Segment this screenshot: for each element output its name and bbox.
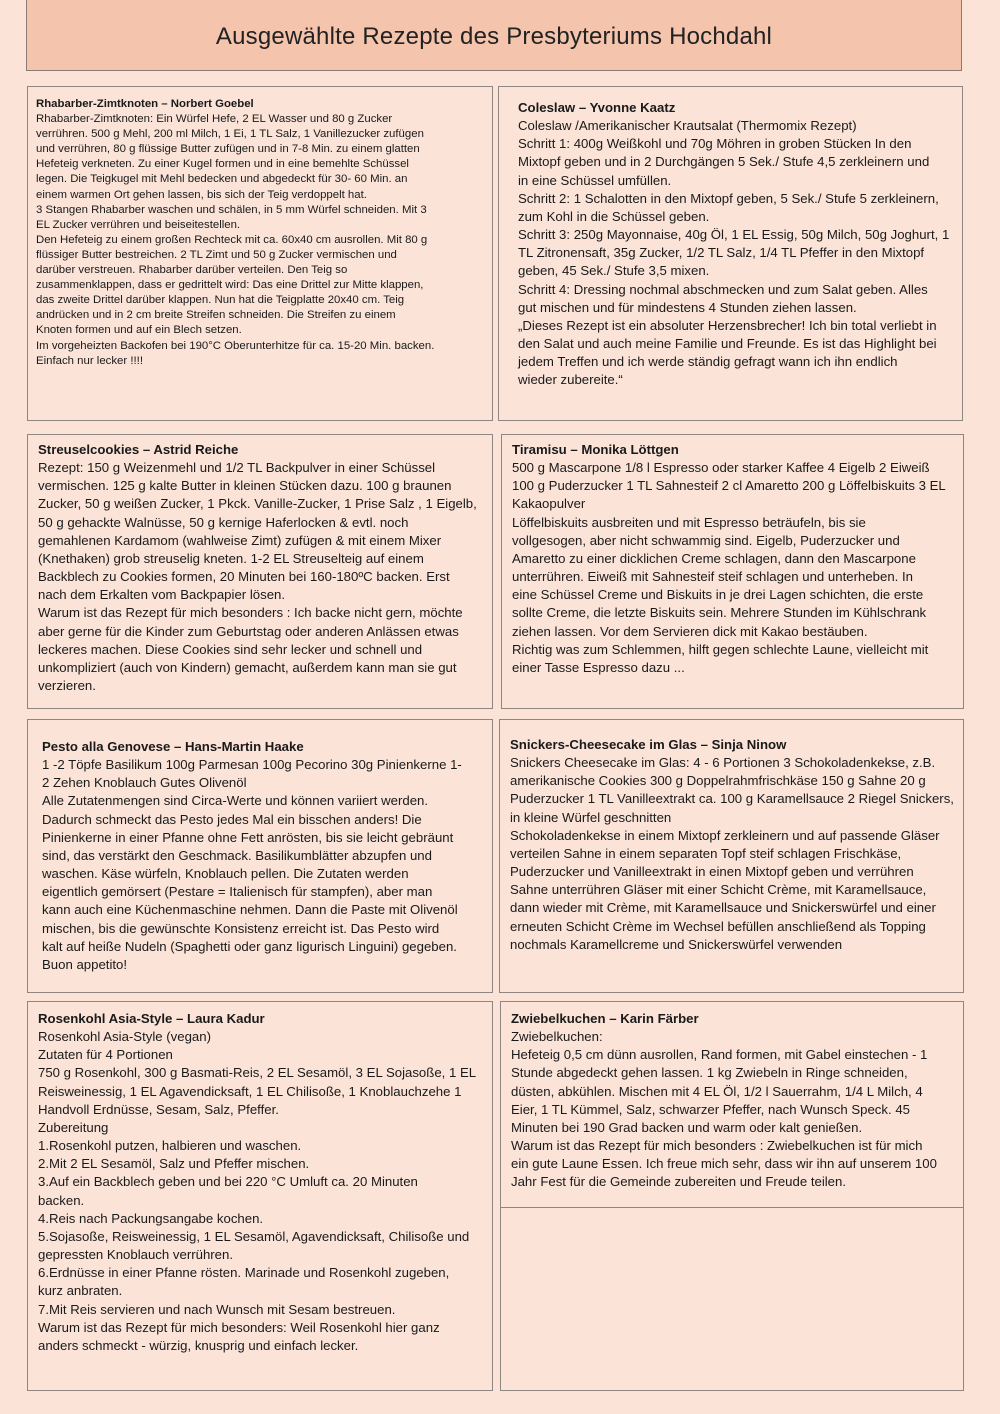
page-header xyxy=(26,0,962,71)
recipe-title: Tiramisu – Monika Löttgen xyxy=(512,442,679,457)
recipe-title: Coleslaw – Yvonne Kaatz xyxy=(518,100,676,115)
recipe-card-rosenkohl xyxy=(27,1001,493,1391)
recipe-text: Zwiebelkuchen: Hefeteig 0,5 cm dünn ausrollen, Rand formen, mit Gabel einstechen - 1 Stunde abgedeckt gehen lassen. 1 kg Zwiebeln in Ringe schneiden, düsten, abkühlen. Mischen mit 4 EL Öl, 1/2 l Sauerrahm, 1/4 L Milch, 4 Eier, 1 TL Kümmel, Salz, schwarzer Pfeffer, nach Wunsch Speck. 45 Minuten bei 190 Grad backen und warm oder kalt genießen. Warum ist das Rezept für mich besonders : Zwiebelkuchen ist für mich ein gute Laune Essen. Ich freue mich sehr, dass wir ihn auf unserem 100 Jahr Fest für die Gemeinde zubereiten und Freude teilen. xyxy=(511,1029,937,1190)
empty-card xyxy=(500,1207,964,1391)
recipe-card-coleslaw xyxy=(498,86,963,421)
recipe-text: Rezept: 150 g Weizenmehl und 1/2 TL Backpulver in einer Schüssel vermischen. 125 g kalte Butter in kleinen Stücken dazu. 100 g braunen Zucker, 50 g weißen Zucker, 1 Pkck. Vanille-Zucker, 1 Prise Salz , 1 Eigelb, 50 g gehackte Walnüsse, 50 g kernige Haferlocken & evtl. noch gemahlenen Kardamom (wahlweise Zimt) zufügen & mit einem Mixer (Knethaken) grob streuselig kneten. 1-2 EL Streuselteig auf einem Backblech zu Cookies formen, 20 Minuten bei 160-180ºC backen. Erst nach dem Erkalten vom Backpapier lösen. Warum ist das Rezept für mich besonders : Ich backe nicht gern, möchte aber gerne für die Kinder zum Geburtstag oder anderen Anlässen etwas leckeres machen. Diese Cookies sind sehr lecker und schnell und unkompliziert (auch von Kindern) gemacht, außerdem kann man sie gut verzieren. xyxy=(38,460,477,694)
recipe-text: Coleslaw /Amerikanischer Krautsalat (Thermomix Rezept) Schritt 1: 400g Weißkohl und 70g Möhren in groben Stücken In den Mixtopf geben und in 2 Durchgängen 5 Sek./ Stufe 4,5 zerkleinern und in eine Schüssel umfüllen. Schritt 2: 1 Schalotten in den Mixtopf geben, 5 Sek./ Stufe 5 zerkleinern, zum Kohl in die Schüssel geben. Schritt 3: 250g Mayonnaise, 40g Öl, 1 EL Essig, 50g Milch, 50g Joghurt, 1 TL Zitronensaft, 35g Zucker, 1/2 TL Salz, 1/4 TL Pfeffer in den Mixtopf geben, 45 Sek./ Stufe 3,5 mixen. Schritt 4: Dressing nochmal abschmecken und zum Salat geben. Alles gut mischen und für mindestens 4 Stunden ziehen lassen. „Dieses Rezept ist ein absoluter Herzensbrecher! Ich bin total verliebt in den Salat und auch meine Familie und Freunde. Es ist das Highlight bei jedem Treffen und ich werde ständig gefragt wann ich ihn endlich wieder zubereite.“ xyxy=(518,118,950,388)
recipe-title: Snickers-Cheesecake im Glas – Sinja Ninow xyxy=(510,737,787,752)
recipe-card-snickers-cheesecake xyxy=(499,719,964,993)
recipe-title: Rosenkohl Asia-Style – Laura Kadur xyxy=(38,1011,265,1026)
recipe-card-rhabarber xyxy=(27,86,493,421)
recipe-card-pesto xyxy=(27,719,493,993)
recipe-text: Rosenkohl Asia-Style (vegan) Zutaten für 4 Portionen 750 g Rosenkohl, 300 g Basmati-Reis, 2 EL Sesamöl, 3 EL Sojasoße, 1 EL Reisweinessig, 1 EL Agavendicksaft, 1 EL Chilisoße, 1 Knoblauchzehe 1 Handvoll Erdnüsse, Sesam, Salz, Pfeffer. Zubereitung 1.Rosenkohl putzen, halbieren und waschen. 2.Mit 2 EL Sesamöl, Salz und Pfeffer mischen. 3.Auf ein Backblech geben und bei 220 °C Umluft ca. 20 Minuten backen. 4.Reis nach Packungsangabe kochen. 5.Sojasoße, Reisweinessig, 1 EL Sesamöl, Agavendicksaft, Chilisoße und gepressten Knoblauch verrühren. 6.Erdnüsse in einer Pfanne rösten. Marinade und Rosenkohl zugeben, kurz anbraten. 7.Mit Reis servieren und nach Wunsch mit Sesam bestreuen. Warum ist das Rezept für mich besonders: Weil Rosenkohl hier ganz anders schmeckt - würzig, knusprig und einfach lecker. xyxy=(38,1029,477,1353)
recipe-text: 500 g Mascarpone 1/8 l Espresso oder starker Kaffee 4 Eigelb 2 Eiweiß 100 g Puderzucker 1 TL Sahnesteif 2 cl Amaretto 200 g Löffelbiskuits 3 EL Kakaopulver Löffelbiskuits ausbreiten und mit Espresso beträufeln, bis sie vollgesogen, aber nicht schwammig sind. Eigelb, Puderzucker und Amaretto zu einer dicklichen Creme schlagen, dann den Mascarpone unterrühren. Eiweiß mit Sahnesteif steif schlagen und unterheben. In eine Schüssel Creme und Biskuits in je drei Lagen schichten, die erste sollte Creme, die letzte Biskuits sein. Mehrere Stunden im Kühlschrank ziehen lassen. Vor dem Servieren dick mit Kakao bestäuben. Richtig was zum Schlemmen, hilft gegen schlechte Laune, vielleicht mit einer Tasse Espresso dazu ... xyxy=(512,460,946,675)
recipe-text: 1 -2 Töpfe Basilikum 100g Parmesan 100g Pecorino 30g Pinienkerne 1- 2 Zehen Knoblauch Gutes Olivenöl Alle Zutatenmengen sind Circa-Werte und können variiert werden. Dadurch schmeckt das Pesto jedes Mal ein bisschen anders! Die Pinienkerne in einer Pfanne ohne Fett anrösten, bis sie leicht gebräunt sind, das verstärkt den Geschmack. Basilikumblätter abzupfen und waschen. Käse würfeln, Knoblauch pellen. Die Zutaten werden eigentlich gemörsert (Pestare = Italienisch für stampfen), aber man kann auch eine Küchenmaschine nehmen. Dann die Paste mit Olivenöl mischen, bis die gewünschte Konsistenz erreicht ist. Das Pesto wird kalt auf heiße Nudeln (Spaghetti oder ganz ligurisch Linguini) gegeben. Buon appetito! xyxy=(42,757,462,972)
recipe-title: Zwiebelkuchen – Karin Färber xyxy=(511,1011,699,1026)
recipe-card-streuselcookies xyxy=(27,434,493,709)
recipe-text: Rhabarber-Zimtknoten: Ein Würfel Hefe, 2 EL Wasser und 80 g Zucker verrühren. 500 g Mehl, 200 ml Milch, 1 Ei, 1 TL Salz, 1 Vanillezucker zufügen und verrühren, 80 g flüssige Butter zufügen und in 7-8 Min. zu einem glatten Hefeteig verkneten. Zu einer Kugel formen und in eine bemehlte Schüssel legen. Die Teigkugel mit Mehl bedecken und abgedeckt für 30- 60 Min. an einem warmen Ort gehen lassen, bis sich der Teig verdoppelt hat. 3 Stangen Rhabarber waschen und schälen, in 5 mm Würfel schneiden. Mit 3 EL Zucker verrühren und beiseitestellen. Den Hefeteig zu einem großen Rechteck mit ca. 60x40 cm ausrollen. Mit 80 g flüssiger Butter bestreichen. 2 TL Zimt und 50 g Zucker vermischen und darüber verstreuen. Rhabarber darüber verteilen. Den Teig so zusammenklappen, dass er gedrittelt wird: Das eine Drittel zur Mitte klappen, das zweite Drittel darüber klappen. Nun hat die Teigplatte 20x40 cm. Teig andrücken und in 2 cm breite Streifen schneiden. Die Streifen zu einem Knoten formen und auf ein Blech setzen. Im vorgeheizten Backofen bei 190°C Oberunterhitze für ca. 15-20 Min. backen. Einfach nur lecker !!!! xyxy=(36,113,435,367)
page-title: Ausgewählte Rezepte des Presbyteriums Hochdahl xyxy=(215,23,773,50)
recipe-title: Streuselcookies – Astrid Reiche xyxy=(38,442,239,457)
recipe-title: Rhabarber-Zimtknoten – Norbert Goebel xyxy=(36,98,254,110)
recipe-title: Pesto alla Genovese – Hans-Martin Haake xyxy=(42,739,304,754)
recipe-card-tiramisu xyxy=(501,434,964,709)
recipe-text: Snickers Cheesecake im Glas: 4 - 6 Portionen 3 Schokoladenkekse, z.B. amerikanische Cookies 300 g Doppelrahmfrischkäse 150 g Sahne 20 g Puderzucker 1 TL Vanilleextrakt ca. 100 g Karamellsauce 2 Riegel Snickers, in kleine Würfel geschnitten Schokoladenkekse in einem Mixtopf zerkleinern und auf passende Gläser verteilen Sahne in einem separaten Topf steif schlagen Frischkäse, Puderzucker und Vanilleextrakt in einen Mixtopf geben und verrühren Sahne unterrühren Gläser mit einer Schicht Crème, mit Karamellsauce, dann wieder mit Crème, mit Karamellsauce und Snickerswürfel und einer erneuten Schicht Crème im Wechsel befüllen anschließend als Topping nochmals Karamellcreme und Snickerswürfel verwenden xyxy=(510,755,954,952)
recipe-card-zwiebelkuchen xyxy=(500,1001,964,1208)
